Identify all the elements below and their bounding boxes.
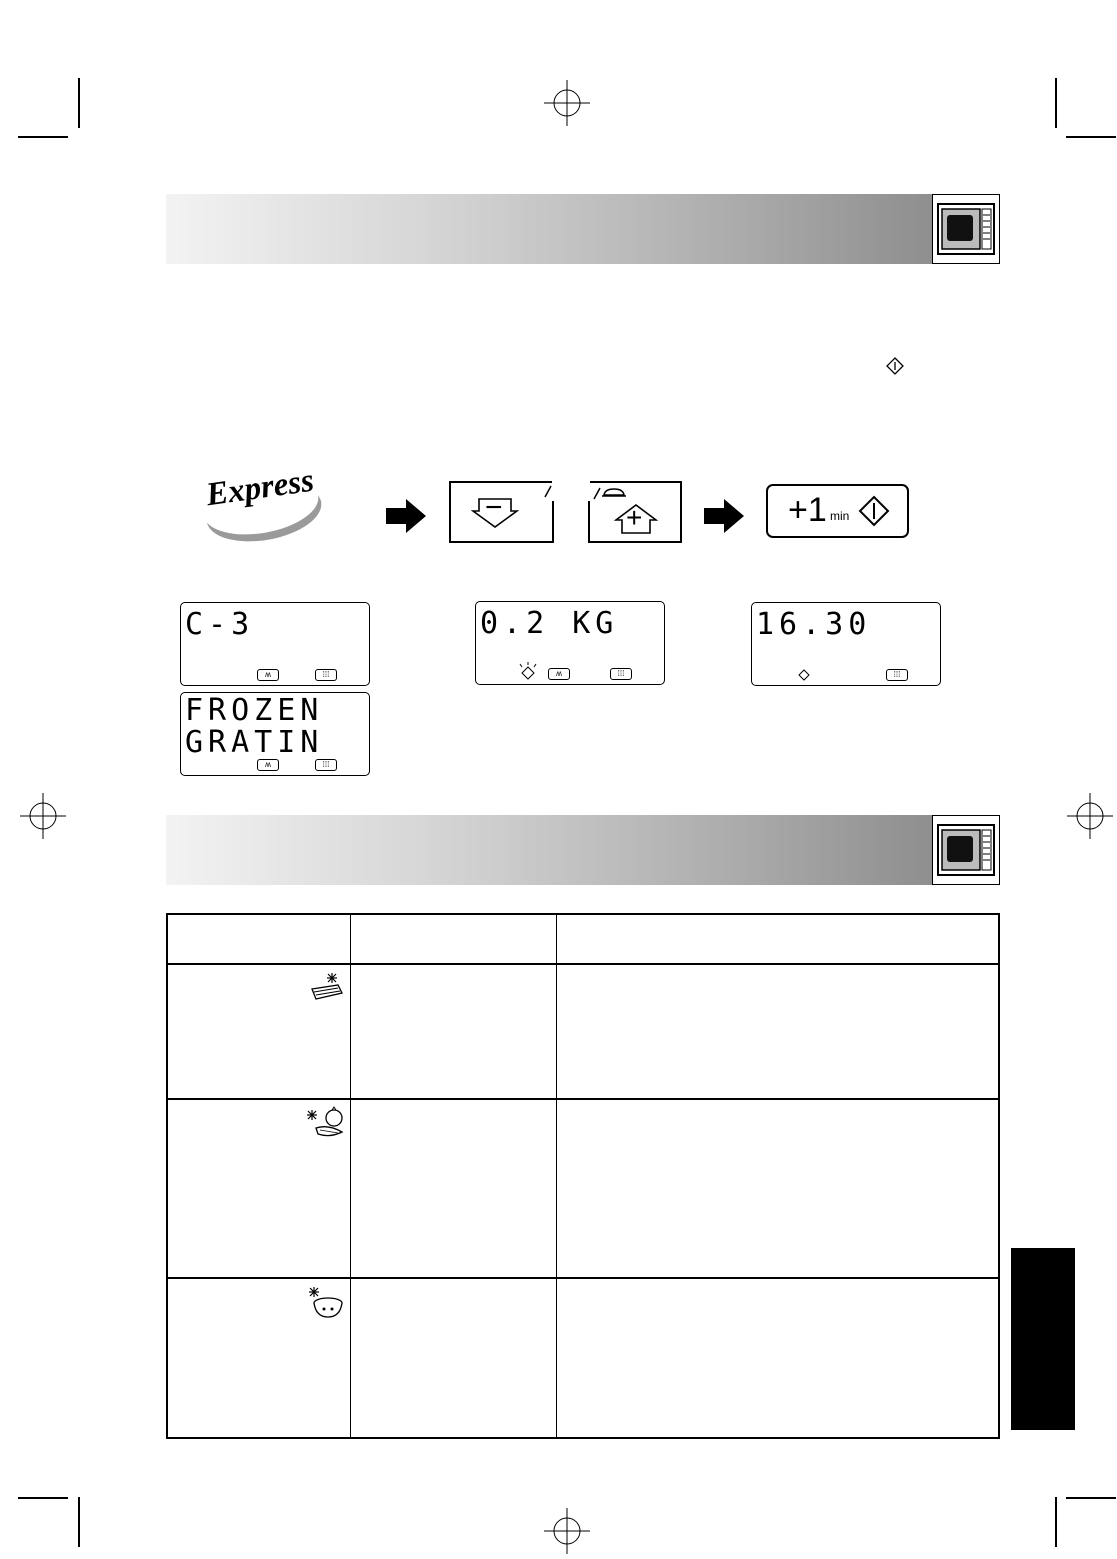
- weight-up-button[interactable]: [590, 481, 682, 543]
- start-diamond-icon: [798, 669, 810, 681]
- table-cell: [167, 1278, 351, 1438]
- weight-down-button[interactable]: [449, 481, 552, 543]
- grill-symbol-icon: ⁞⁞⁞: [315, 759, 337, 771]
- crop-mark: [18, 136, 68, 138]
- start-diamond-icon: [886, 357, 904, 375]
- microwave-symbol-icon: ʍ: [257, 759, 279, 771]
- dish-icon: [592, 485, 632, 501]
- microwave-oven-icon: [932, 194, 1000, 264]
- microwave-symbol-icon: ʍ: [257, 669, 279, 681]
- section-header-band: [166, 815, 1000, 885]
- microwave-symbol-icon: ʍ: [548, 668, 570, 680]
- table-header-cell: [557, 914, 1000, 964]
- grill-symbol-icon: ⁞⁞⁞: [315, 669, 337, 681]
- table-cell: [351, 964, 557, 1099]
- crop-mark: [78, 78, 80, 128]
- lcd-text: C-3: [185, 607, 255, 642]
- minus-symbol: −: [485, 491, 503, 524]
- arrow-right-icon: [386, 499, 426, 533]
- crop-mark: [1066, 1497, 1116, 1499]
- table-header-cell: [167, 914, 351, 964]
- lcd-text-line-2: GRATIN: [185, 725, 324, 760]
- plus-one-minute-start-button[interactable]: [766, 484, 909, 538]
- table-cell: [557, 964, 1000, 1099]
- lcd-display-program: [180, 602, 370, 686]
- express-button[interactable]: [198, 462, 326, 544]
- table-cell: [351, 1278, 557, 1438]
- express-label: Express: [203, 462, 317, 514]
- microwave-oven-icon: [932, 815, 1000, 885]
- plus-one-label: +1: [788, 491, 827, 529]
- registration-mark: [544, 80, 590, 126]
- start-diamond-icon: [858, 495, 890, 527]
- table-cell: [351, 1099, 557, 1278]
- lcd-display-food-name: [180, 692, 370, 776]
- table-header-cell: [351, 914, 557, 964]
- arrow-right-icon: [704, 499, 744, 533]
- crop-mark: [1066, 136, 1116, 138]
- crop-mark: [78, 1497, 80, 1547]
- crop-mark: [1055, 78, 1057, 128]
- lcd-text: 16.30: [756, 607, 872, 642]
- frozen-soup-bowl-icon: [304, 1285, 346, 1321]
- language-side-tab: [1011, 1248, 1075, 1430]
- table-row: [167, 964, 999, 1099]
- table-cell: [557, 1278, 1000, 1438]
- section-header-band: [166, 194, 1000, 264]
- cooking-guide-table: [166, 913, 1000, 1439]
- registration-mark: [1067, 793, 1113, 839]
- table-row: [167, 1278, 999, 1438]
- min-unit: min: [830, 509, 850, 523]
- table-row: [167, 1099, 999, 1278]
- lcd-text-line-1: FROZEN: [185, 693, 324, 728]
- lcd-display-countdown: [751, 602, 941, 686]
- frozen-gratin-dish-icon: [304, 971, 346, 1007]
- crop-mark: [18, 1497, 68, 1499]
- table-header-row: [167, 914, 999, 964]
- table-cell: [167, 1099, 351, 1278]
- registration-mark: [544, 1508, 590, 1554]
- flashing-start-icon: [518, 662, 538, 684]
- lcd-display-weight: [475, 601, 665, 685]
- table-cell: [557, 1099, 1000, 1278]
- plus-symbol: +: [626, 502, 643, 533]
- crop-mark: [1055, 1497, 1057, 1547]
- registration-mark: [20, 793, 66, 839]
- lcd-text: 0.2 KG: [480, 606, 619, 641]
- frozen-vegetables-icon: [304, 1106, 346, 1142]
- grill-symbol-icon: ⁞⁞⁞: [610, 668, 632, 680]
- grill-symbol-icon: ⁞⁞⁞: [886, 669, 908, 681]
- weight-icon: [541, 484, 563, 498]
- table-cell: [167, 964, 351, 1099]
